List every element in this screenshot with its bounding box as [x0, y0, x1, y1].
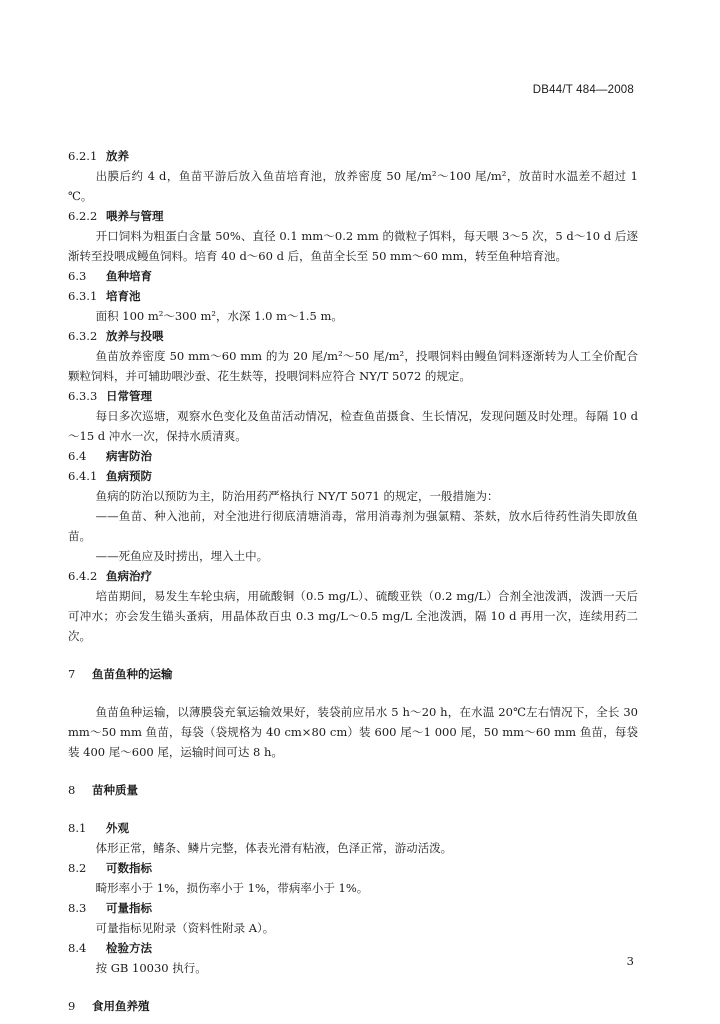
section-number: 6.3.1 [68, 289, 98, 303]
paragraph: 开口饲料为粗蛋白含量 50%、直径 0.1 mm～0.2 mm 的微粒子饵料，每天喂 3～5 次，5 d～10 d 后逐渐转至投喂成鳗鱼饲料。培育 40 d～60 d 后，鱼苗全长至 50 mm～60 mm，转至鱼种培育池。 [68, 229, 638, 263]
paragraph: 畸形率小于 1%，损伤率小于 1%，带病率小于 1%。 [95, 881, 369, 895]
section-title: 病害防治 [106, 449, 152, 463]
section-number: 8.3 [68, 901, 87, 915]
section-heading [68, 286, 638, 306]
section-title: 检验方法 [106, 941, 152, 955]
section-number: 6.4.2 [68, 569, 98, 583]
section-number: 7 [68, 667, 76, 681]
section-number: 6.2.1 [68, 149, 98, 163]
section-number: 8.2 [68, 861, 87, 875]
paragraph: ——死鱼应及时捞出，埋入土中。 [95, 549, 269, 563]
section-number: 8.4 [68, 941, 87, 955]
paragraph: 出膜后约 4 d，鱼苗平游后放入鱼苗培育池，放养密度 50 尾/m²～100 尾/m²，放苗时水温差不超过 1 ℃。 [68, 169, 638, 203]
section-heading [68, 938, 638, 958]
section-heading [68, 898, 638, 918]
section-heading [68, 266, 638, 286]
paragraph: 体形正常，鳍条、鳞片完整，体表光滑有粘液，色泽正常，游动活泼。 [95, 841, 453, 855]
section-heading [68, 858, 638, 878]
section-title: 食用鱼养殖 [92, 999, 150, 1013]
section-number: 9 [68, 999, 76, 1013]
paragraph: ——鱼苗、种入池前，对全池进行彻底清塘消毒，常用消毒剂为强氯精、茶麸，放水后待药性消失即放鱼苗。 [68, 509, 638, 543]
section-number: 6.4 [68, 449, 87, 463]
paragraph: 鱼苗放养密度 50 mm～60 mm 的为 20 尾/m²～50 尾/m²，投喂饲料由鳗鱼饲料逐渐转为人工全价配合颗粒饲料，并可辅助喂沙蚕、花生麸等，投喂饲料应符合 NY/T 5072 的规定。 [68, 349, 638, 383]
section-title: 培育池 [106, 289, 141, 303]
section-spacer [68, 978, 638, 996]
section-title: 鱼病治疗 [106, 569, 152, 583]
section-title: 喂养与管理 [106, 209, 164, 223]
paragraph: 可量指标见附录（资料性附录 A）。 [95, 921, 275, 935]
section-title: 放养与投喂 [106, 329, 164, 343]
paragraph: 鱼苗鱼种运输，以薄膜袋充氧运输效果好，装袋前应吊水 5 h～20 h，在水温 20℃左右情况下，全长 30 mm～50 mm 鱼苗，每袋（袋规格为 40 cm×80 cm）装 600 尾～1 000 尾，50 mm～60 mm 鱼苗，每袋装 400 尾～600 尾，运输时间可达 8 h。 [68, 705, 638, 759]
document-body [68, 146, 638, 1016]
section-heading [68, 466, 638, 486]
section-number: 6.3.3 [68, 389, 98, 403]
section-heading [68, 818, 638, 838]
section-title: 可数指标 [106, 861, 152, 875]
section-spacer [68, 646, 638, 664]
section-number: 6.3.2 [68, 329, 98, 343]
page-number: 3 [626, 954, 634, 968]
section-number: 8 [68, 783, 76, 797]
section-heading [68, 780, 638, 800]
section-spacer [68, 684, 638, 702]
section-heading [68, 146, 638, 166]
section-title: 鱼种培育 [106, 269, 152, 283]
paragraph: 面积 100 m²～300 m²，水深 1.0 m～1.5 m。 [95, 309, 343, 323]
section-title: 可量指标 [106, 901, 152, 915]
section-title: 鱼苗鱼种的运输 [92, 667, 173, 681]
section-heading [68, 446, 638, 466]
section-heading [68, 326, 638, 346]
section-title: 鱼病预防 [106, 469, 152, 483]
section-spacer [68, 762, 638, 780]
paragraph: 按 GB 10030 执行。 [95, 961, 207, 975]
section-heading [68, 996, 638, 1016]
section-number: 6.2.2 [68, 209, 98, 223]
section-number: 6.3 [68, 269, 87, 283]
section-heading [68, 206, 638, 226]
paragraph: 每日多次巡塘，观察水色变化及鱼苗活动情况，检查鱼苗摄食、生长情况，发现问题及时处理。每隔 10 d～15 d 冲水一次，保持水质清爽。 [68, 409, 638, 443]
section-number: 6.4.1 [68, 469, 98, 483]
paragraph: 鱼病的防治以预防为主，防治用药严格执行 NY/T 5071 的规定，一般措施为： [95, 489, 499, 503]
section-title: 苗种质量 [92, 783, 138, 797]
section-number: 8.1 [68, 821, 87, 835]
section-heading [68, 386, 638, 406]
standard-code: DB44/T 484—2008 [532, 84, 634, 96]
section-spacer [68, 800, 638, 818]
section-title: 日常管理 [106, 389, 152, 403]
section-title: 外观 [106, 821, 129, 835]
paragraph: 培苗期间，易发生车轮虫病，用硫酸铜（0.5 mg/L）、硫酸亚铁（0.2 mg/L）合剂全池泼洒，泼洒一天后可冲水；亦会发生锚头蚤病，用晶体敌百虫 0.3 mg/L～0.5 mg/L 全池泼洒，隔 10 d 再用一次，连续用药二次。 [68, 589, 638, 643]
section-heading [68, 664, 638, 684]
section-heading [68, 566, 638, 586]
section-title: 放养 [106, 149, 129, 163]
